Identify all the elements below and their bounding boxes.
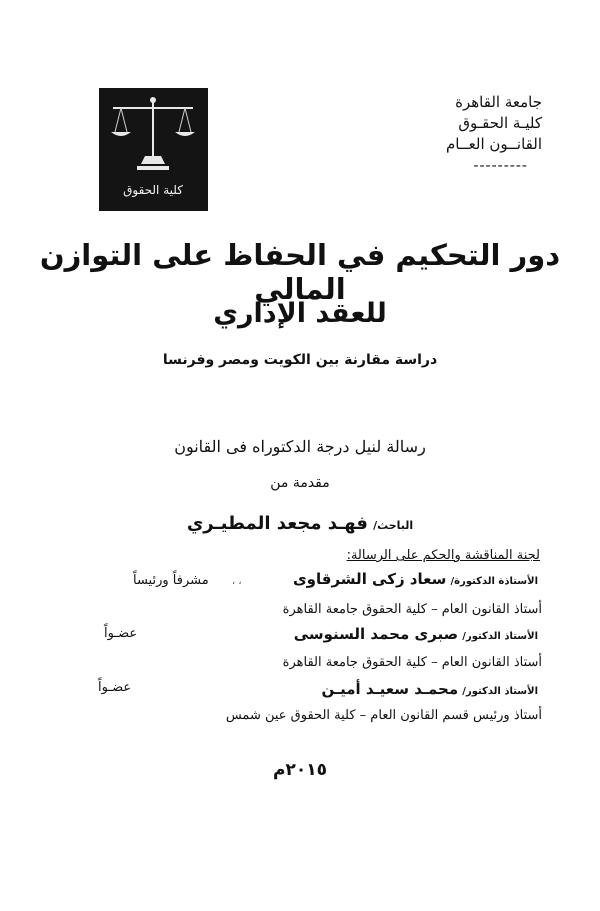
thesis-title-line-2: للعقد الإداري: [213, 298, 387, 329]
member-title: الأستاذ الدكتور/: [462, 631, 538, 642]
member-affiliation: أستاذ ورئيس قسم القانون العام – كلية الحقوق عين شمس: [225, 708, 542, 723]
logo-text: كلية الحقوق: [123, 183, 183, 197]
thesis-year: ٢٠١٥م: [273, 760, 327, 780]
member-name: صبرى محمد السنوسى: [293, 625, 459, 643]
member-name: محمـد سعيـد أميـن: [321, 680, 459, 698]
stray-mark: ، ،: [232, 576, 242, 587]
department-name: القانــون العــام: [445, 135, 542, 153]
researcher-name: فهـد مجعد المطيـري: [186, 513, 368, 534]
committee-member: [293, 570, 538, 588]
committee-member: [294, 625, 538, 643]
member-name: سعاد زكى الشرقاوى: [292, 570, 447, 588]
institution-header: [342, 92, 542, 176]
member-affiliation: أستاذ القانون العام – كلية الحقوق جامعة القاهرة: [282, 655, 542, 670]
member-role: مشرفاً ورئيساً: [133, 573, 209, 588]
member-affiliation: أستاذ القانون العام – كلية الحقوق جامعة القاهرة: [282, 602, 542, 617]
member-title: الأستاذة الدكتورة/: [450, 576, 538, 587]
researcher-label: الباحث/: [373, 519, 414, 532]
presented-by: مقدمة من: [270, 475, 330, 491]
member-role: عضـواً: [104, 626, 138, 641]
thesis-subtitle: دراسة مقارنة بين الكويت ومصر وفرنسا: [162, 352, 438, 368]
member-role: عضـواً: [98, 680, 132, 695]
faculty-logo: [99, 88, 208, 211]
committee-heading: لجنة المناقشة والحكم على الرسالة:: [346, 548, 540, 563]
faculty-name: كليـة الحقـوق: [458, 114, 542, 132]
thesis-title-line-1: دور التحكيم في الحفاظ على التوازن المالي: [39, 238, 561, 306]
degree-statement: رسالة لنيل درجة الدكتوراه فى القانون: [174, 437, 426, 456]
university-name: جامعة القاهرة: [455, 93, 542, 111]
researcher-line: [0, 513, 600, 534]
scales-of-justice-icon: [99, 88, 208, 211]
header-separator: ---------: [473, 156, 528, 174]
member-title: الأستاذ الدكتور/: [462, 686, 538, 697]
committee-member: [321, 680, 538, 698]
